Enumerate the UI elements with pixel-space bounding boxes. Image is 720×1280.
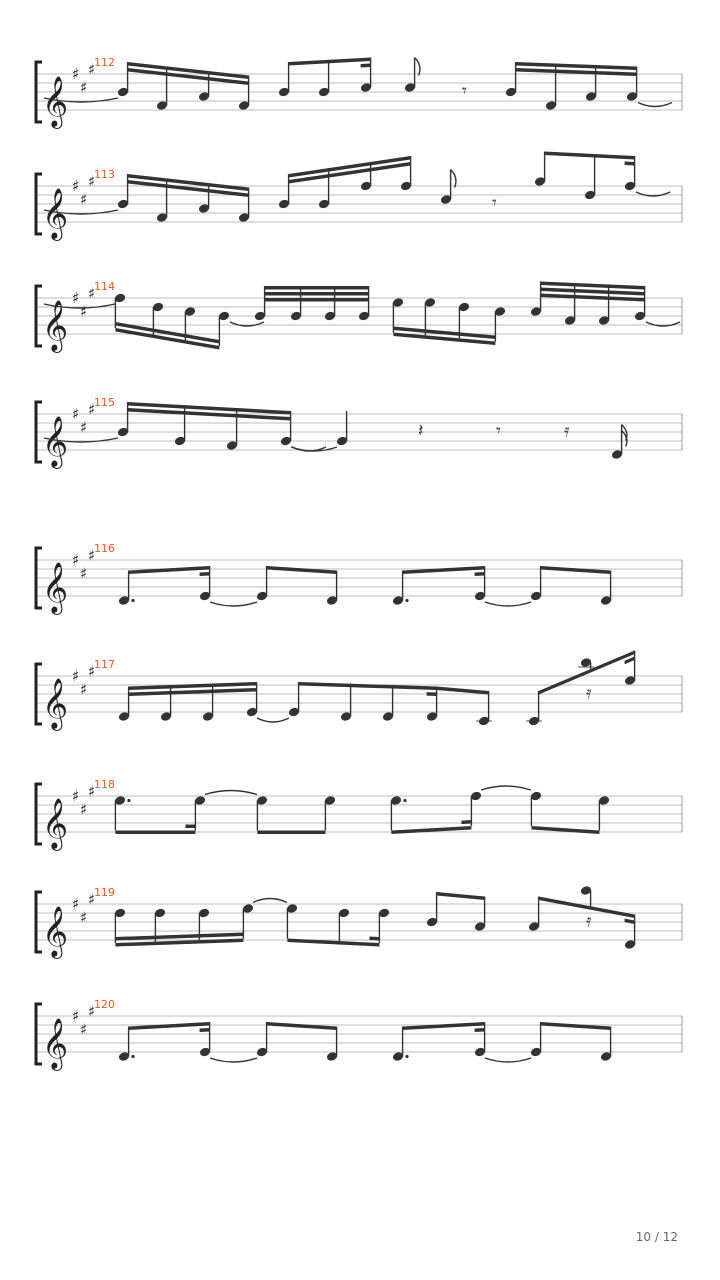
page-number: 10 / 12 <box>635 1230 678 1244</box>
sharp-icon: ♯ <box>80 418 88 437</box>
sharp-icon: ♯ <box>80 190 88 209</box>
beam <box>361 64 371 68</box>
augmentation-dot <box>127 799 130 802</box>
treble-clef-icon: 𝄞 <box>42 798 69 849</box>
beam <box>403 566 485 574</box>
beam <box>185 825 195 829</box>
tie <box>638 103 672 107</box>
sharp-icon: ♯ <box>72 551 80 569</box>
beam <box>267 566 337 574</box>
beam <box>403 1022 485 1030</box>
rest-icon: 𝄾 <box>492 192 497 214</box>
treble-clef-icon: 𝄞 <box>42 906 69 957</box>
beam <box>625 919 635 924</box>
measure-number: 118 <box>94 778 115 791</box>
system-115 <box>36 396 682 469</box>
beam <box>625 162 635 166</box>
beam <box>531 826 599 834</box>
beam <box>257 831 325 835</box>
beam <box>391 826 471 834</box>
rest-icon: 𝄿 <box>586 682 592 704</box>
sharp-icon: ♯ <box>80 800 88 819</box>
rest-icon: 𝄿 <box>586 910 592 932</box>
sharp-icon: ♯ <box>72 787 80 805</box>
sharp-icon: ♯ <box>80 78 88 97</box>
system-112 <box>36 56 682 129</box>
tie <box>485 1058 531 1062</box>
measure-number: 117 <box>94 658 115 671</box>
tie <box>210 1058 257 1062</box>
beam <box>129 1022 210 1030</box>
beam <box>427 692 437 696</box>
augmentation-dot <box>131 599 134 602</box>
beam <box>541 1022 611 1030</box>
beam <box>437 892 485 900</box>
sharp-icon: ♯ <box>80 680 88 699</box>
measure-number: 119 <box>94 886 115 899</box>
beam <box>545 152 635 160</box>
system-120 <box>36 998 682 1071</box>
measure-number: 112 <box>94 56 115 69</box>
measure-number: 115 <box>94 396 115 409</box>
note-flag <box>451 170 456 188</box>
tie <box>257 718 289 722</box>
measure-number: 113 <box>94 168 115 181</box>
sharp-icon: ♯ <box>80 564 88 583</box>
beam <box>265 298 369 302</box>
measure-number: 116 <box>94 542 115 555</box>
system-118 <box>36 778 682 851</box>
treble-clef-icon: 𝄞 <box>42 76 69 127</box>
beam <box>369 937 379 941</box>
sharp-icon: ♯ <box>88 546 96 565</box>
augmentation-dot <box>405 1055 408 1058</box>
beam <box>265 292 369 296</box>
sharp-icon: ♯ <box>72 65 80 83</box>
sharp-icon: ♯ <box>88 782 96 801</box>
beam <box>475 1028 485 1032</box>
tie <box>481 786 531 790</box>
treble-clef-icon: 𝄞 <box>42 678 69 729</box>
beam <box>129 566 210 574</box>
sharp-icon: ♯ <box>72 895 80 913</box>
rest-icon: 𝄾 <box>496 420 501 442</box>
sharp-icon: ♯ <box>80 1020 88 1039</box>
sharp-icon: ♯ <box>72 289 80 307</box>
sharp-icon: ♯ <box>72 405 80 423</box>
sharp-icon: ♯ <box>88 662 96 681</box>
treble-clef-icon: 𝄞 <box>42 188 69 239</box>
beam <box>267 1022 337 1030</box>
rest-icon: 𝄽 <box>418 420 424 442</box>
sharp-icon: ♯ <box>88 1002 96 1021</box>
treble-clef-icon: 𝄞 <box>42 562 69 613</box>
beam <box>437 687 489 695</box>
tie <box>210 602 257 606</box>
sharp-icon: ♯ <box>88 890 96 909</box>
sharp-icon: ♯ <box>88 60 96 79</box>
augmentation-dot <box>403 799 406 802</box>
treble-clef-icon: 𝄞 <box>42 300 69 351</box>
beam <box>115 831 195 835</box>
beam <box>625 657 635 665</box>
sharp-icon: ♯ <box>72 177 80 195</box>
tie <box>485 602 531 606</box>
augmentation-dot <box>405 599 408 602</box>
beam <box>461 820 471 824</box>
system-113 <box>36 152 682 242</box>
beam <box>475 572 485 576</box>
sharp-icon: ♯ <box>88 284 96 303</box>
tie <box>205 791 257 795</box>
beam <box>541 566 611 574</box>
system-119 <box>36 885 682 959</box>
beam <box>265 286 369 290</box>
treble-clef-icon: 𝄞 <box>42 416 69 467</box>
system-116 <box>36 542 682 615</box>
system-117 <box>36 651 682 732</box>
sharp-icon: ♯ <box>72 1007 80 1025</box>
beam <box>200 572 210 576</box>
system-114 <box>36 280 682 353</box>
sharp-icon: ♯ <box>88 172 96 191</box>
sharp-icon: ♯ <box>88 400 96 419</box>
sharp-icon: ♯ <box>80 302 88 321</box>
sharp-icon: ♯ <box>80 908 88 927</box>
beam <box>299 682 437 690</box>
beam <box>289 58 371 66</box>
treble-clef-icon: 𝄞 <box>42 1018 69 1069</box>
tie <box>253 899 287 903</box>
rest-icon: 𝄿 <box>564 420 570 442</box>
measure-number: 114 <box>94 280 115 293</box>
measure-number: 120 <box>94 998 115 1011</box>
rest-icon: 𝄾 <box>462 80 467 102</box>
sharp-icon: ♯ <box>72 667 80 685</box>
note-flag <box>415 58 420 76</box>
augmentation-dot <box>131 1055 134 1058</box>
beam <box>200 1028 210 1032</box>
